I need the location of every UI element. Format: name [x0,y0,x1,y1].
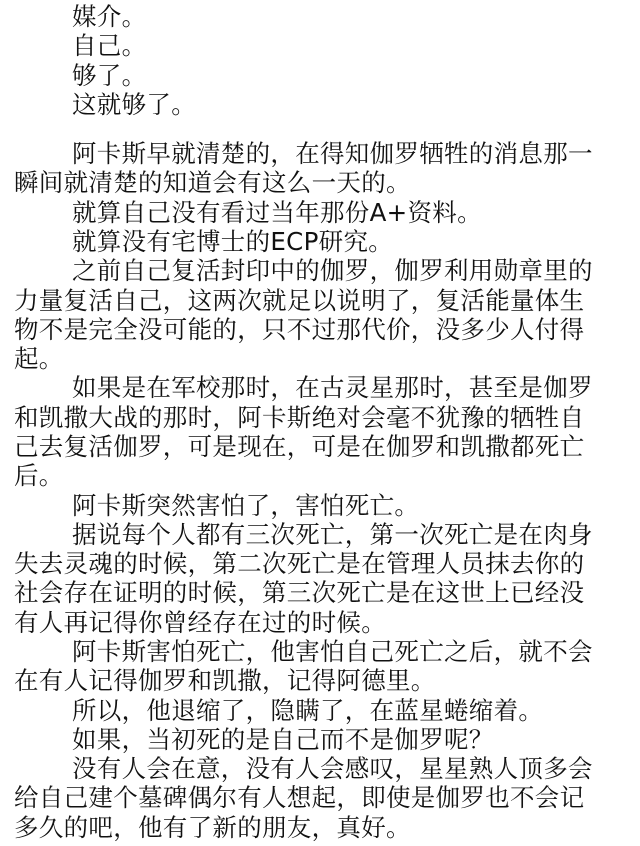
text-line: 之前自己复活封印中的伽罗，伽罗利用勋章里的 [72,256,593,286]
text-line: 物不是完全没可能的，只不过那代价，没多少人付得 [14,314,585,344]
text-line: 后。 [14,461,64,491]
text-line: 起。 [14,344,64,374]
text-line: 阿卡斯突然害怕了，害怕死亡。 [72,490,420,520]
text-line: 据说每个人都有三次死亡，第一次死亡是在肉身 [72,519,593,549]
text-line: 所以，他退缩了，隐瞒了，在蓝星蜷缩着。 [72,695,544,725]
text-line: 就算自己没有看过当年那份A+资料。 [72,197,482,227]
text-line: 如果，当初死的是自己而不是伽罗呢？ [72,724,494,754]
text-line: 如果是在军校那时，在古灵星那时，甚至是伽罗 [72,373,593,403]
text-line: 多久的吧，他有了新的朋友，真好。 [14,812,411,842]
text-line: 自己。 [72,31,147,61]
text-line: 有人再记得你曾经存在过的时候。 [14,607,386,637]
text-line: 和凯撒大战的那时，阿卡斯绝对会毫不犹豫的牺牲自 [14,402,585,432]
text-line: 瞬间就清楚的知道会有这么一天的。 [14,168,411,198]
text-line: 力量复活自己，这两次就足以说明了，复活能量体生 [14,285,585,315]
text-line: 够了。 [72,60,147,90]
text-line: 在有人记得伽罗和凯撒，记得阿德里。 [14,666,436,696]
text-line: 给自己建个墓碑偶尔有人想起，即使是伽罗也不会记 [14,783,585,813]
text-line: 这就够了。 [72,89,196,119]
text-line: 己去复活伽罗，可是现在，可是在伽罗和凯撒都死亡 [14,432,585,461]
text-line: 媒介。 [72,2,147,31]
text-line: 社会存在证明的时候，第三次死亡是在这世上已经没 [14,578,585,608]
text-line: 就算没有宅博士的ECP研究。 [72,227,394,256]
text-line: 没有人会在意，没有人会感叹，星星熟人顶多会 [72,754,593,784]
text-line: 失去灵魂的时候，第二次死亡是在管理人员抹去你的 [14,549,585,579]
text-line: 阿卡斯早就清楚的，在得知伽罗牺牲的消息那一 [72,139,593,169]
text-line: 阿卡斯害怕死亡，他害怕自己死亡之后，就不会 [72,637,593,666]
